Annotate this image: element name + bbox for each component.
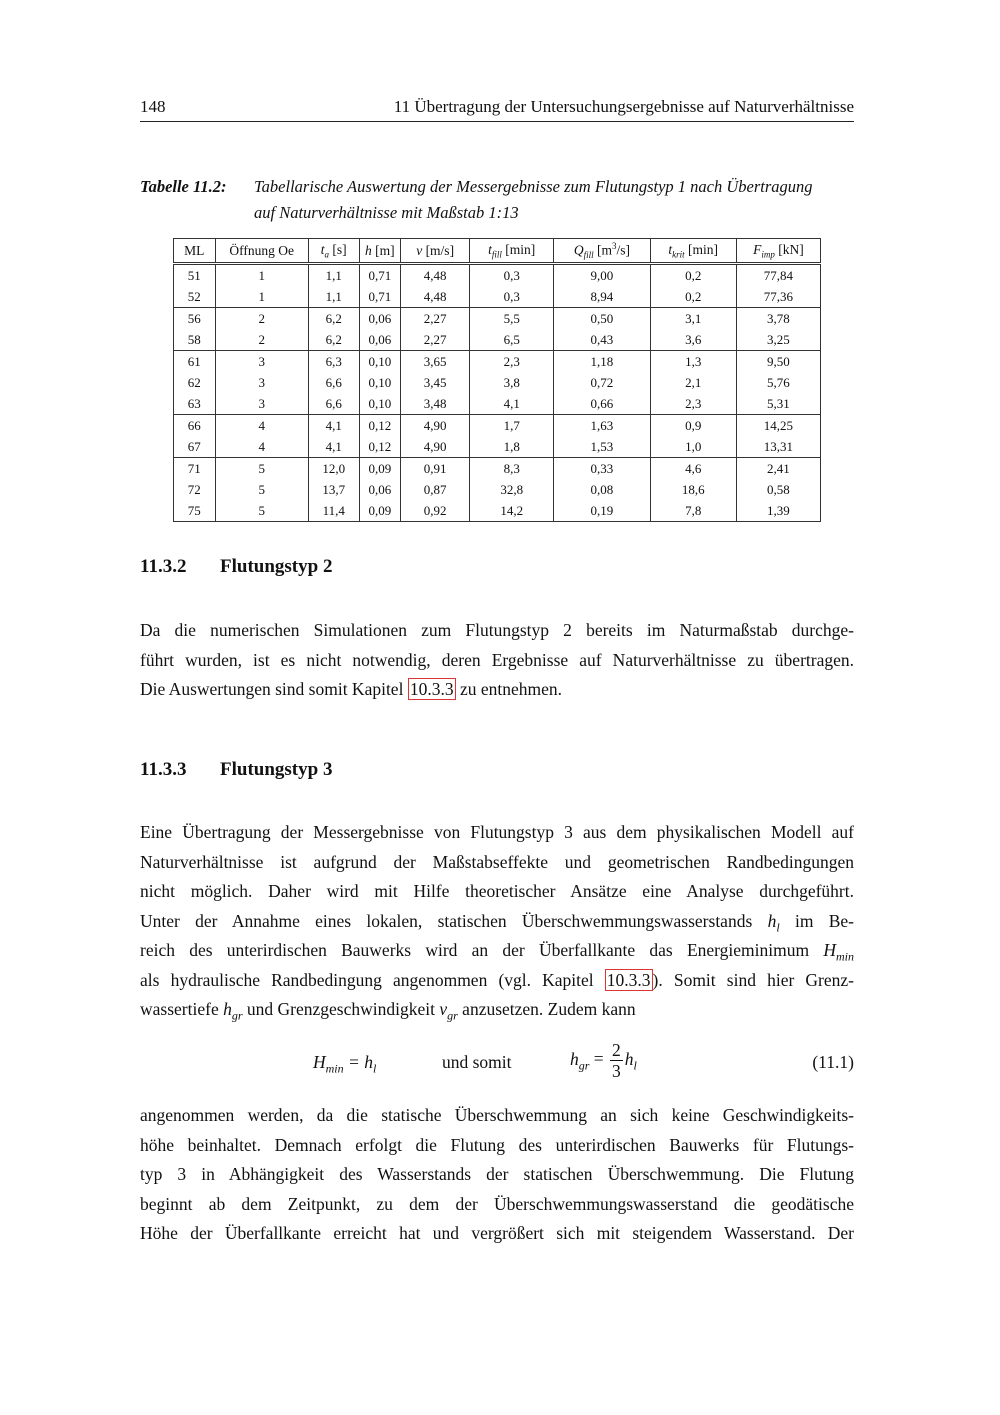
section-title: Flutungstyp 3 [220,759,333,780]
table-cell: 0,43 [554,329,650,351]
table-cell: 8,3 [470,458,554,480]
table-cell: 5,5 [470,308,554,330]
table-cell: 62 [174,372,216,393]
table-cell: 2 [215,329,308,351]
table-cell: 0,71 [359,264,401,287]
table-cell: 4 [215,415,308,437]
chapter-reference-link[interactable]: 10.3.3 [606,969,651,990]
table-cell: 2,41 [736,458,820,480]
table-cell: 1,63 [554,415,650,437]
table-cell: 1 [215,264,308,287]
table-cell: 58 [174,329,216,351]
table-cell: 11,4 [308,500,359,522]
equation-connector: und somit [442,1052,512,1072]
table-cell: 1,0 [650,436,736,458]
table-cell: 0,3 [470,286,554,308]
table-cell: 9,50 [736,351,820,373]
table-cell: 4,1 [308,415,359,437]
running-chapter-title: 11 Übertragung der Untersuchungsergebnisse auf Naturverhältnisse [393,97,854,116]
caption-line-1: Tabellarische Auswertung der Messergebnisse zum Flutungstyp 1 nach Übertragung [254,177,813,196]
table-cell: 6,3 [308,351,359,373]
paragraph-flutungstyp-2 [140,616,854,705]
table-cell: 72 [174,479,216,500]
table-cell: 3,65 [401,351,470,373]
table-cell: 0,9 [650,415,736,437]
caption-label: Tabelle 11.2: [140,177,227,196]
table-cell: 3 [215,372,308,393]
table-cell: 1,8 [470,436,554,458]
text-line: nicht möglich. Daher wird mit Hilfe theoretischer Ansätze eine Analyse durchgeführt. [140,881,854,901]
table-cell: 0,06 [359,479,401,500]
table-cell: 3,45 [401,372,470,393]
caption-text [254,174,860,226]
table-cell: 0,92 [401,500,470,522]
table-cell: 0,09 [359,500,401,522]
table-cell: 1,1 [308,264,359,287]
equation-lhs: $H_{min} = h_l$ [313,1052,377,1076]
table-cell: 2,3 [470,351,554,373]
col-ml: ML [174,239,216,264]
table-cell: 0,91 [401,458,470,480]
table-cell: 3 [215,393,308,415]
table-cell: 56 [174,308,216,330]
table-row [174,479,821,500]
table-cell: 5 [215,500,308,522]
table-row [174,415,821,437]
text-line: Da die numerischen Simulationen zum Flutungstyp 2 bereits im Naturmaßstab durchge- [140,620,854,640]
table-row [174,351,821,373]
table-cell: 0,50 [554,308,650,330]
table-cell: 0,12 [359,415,401,437]
table-cell: 2 [215,308,308,330]
text-line: beginnt ab dem Zeitpunkt, zu dem der Überschwemmungswasserstand die geodätische [140,1193,854,1214]
table-cell: 13,7 [308,479,359,500]
table-cell: 5 [215,479,308,500]
col-h: h [m] [359,239,401,264]
table-cell: 4 [215,436,308,458]
table-cell: 13,31 [736,436,820,458]
table-cell: 61 [174,351,216,373]
section-number: 11.3.3 [140,759,187,780]
text-line: führt wurden, ist es nicht notwendig, deren Ergebnisse auf Naturverhältnisse zu übertragen. [140,649,854,670]
table-cell: 0,2 [650,264,736,287]
table-cell: 0,87 [401,479,470,500]
table-cell: 14,2 [470,500,554,522]
table-cell: 0,66 [554,393,650,415]
table-cell: 52 [174,286,216,308]
table-row [174,329,821,351]
section-number: 11.3.2 [140,556,187,577]
table-cell: 0,10 [359,372,401,393]
text-line: wassertiefe $h_{gr}$ und Grenzgeschwindigkeit $v_{gr}$ anzusetzen. Zudem kann [140,999,636,1023]
table-cell: 3 [215,351,308,373]
table-cell: 4,6 [650,458,736,480]
col-tkrit: $t_{krit}$ [min] [650,239,736,264]
table-cell: 18,6 [650,479,736,500]
table-cell: 2,3 [650,393,736,415]
text-line: höhe beinhaltet. Demnach erfolgt die Flutung des unterirdischen Bauwerks für Flutungs- [140,1134,854,1155]
table-cell: 77,84 [736,264,820,287]
table-cell: 0,71 [359,286,401,308]
table-cell: 4,90 [401,415,470,437]
table-cell: 1 [215,286,308,308]
table-cell: 0,12 [359,436,401,458]
table-cell: 14,25 [736,415,820,437]
equation-number: (11.1) [812,1052,854,1072]
table-cell: 3,6 [650,329,736,351]
table-cell: 0,72 [554,372,650,393]
table-cell: 1,7 [470,415,554,437]
chapter-reference-link[interactable]: 10.3.3 [409,679,454,699]
equation-rhs: $h_{gr}$ = $\frac{2}{3}$ $h_l$ [570,1040,637,1081]
table-cell: 0,06 [359,308,401,330]
table-cell: 0,06 [359,329,401,351]
table-cell: 6,2 [308,308,359,330]
table-row [174,308,821,330]
text-line: Höhe der Überfallkante erreicht hat und vergrößert sich mit steigendem Wasserstand. Der [140,1223,854,1243]
fraction: $\frac{2}{3}$ [612,1040,621,1081]
table-row [174,500,821,522]
table-cell: 3,78 [736,308,820,330]
col-oeffnung: Öffnung Oe [215,239,308,264]
page-header [140,97,854,122]
table-cell: 0,3 [470,264,554,287]
table-cell: 2,27 [401,308,470,330]
table-cell: 1,39 [736,500,820,522]
text-line: Eine Übertragung der Messergebnisse von Flutungstyp 3 aus dem physikalischen Modell auf [140,822,854,842]
table-row [174,264,821,287]
table-cell: 7,8 [650,500,736,522]
table-cell: 1,1 [308,286,359,308]
table-cell: 8,94 [554,286,650,308]
table-cell: 1,18 [554,351,650,373]
text-line: Unter der Annahme eines lokalen, statischen Überschwemmungswasserstands $h_l$ im Be- [140,910,854,934]
table-cell: 0,10 [359,393,401,415]
table-cell: 67 [174,436,216,458]
table-cell: 1,3 [650,351,736,373]
table-row [174,372,821,393]
table-cell: 2,27 [401,329,470,351]
table-cell: 66 [174,415,216,437]
table-row [174,458,821,480]
table-cell: 3,48 [401,393,470,415]
table-cell: 0,2 [650,286,736,308]
text-line: angenommen werden, da die statische Überschwemmung an sich keine Geschwindigkeits- [140,1105,854,1125]
table-cell: 4,90 [401,436,470,458]
paragraph-flutungstyp-3 [140,818,854,1025]
text-line: Naturverhältnisse ist aufgrund der Maßstabseffekte und geometrischen Randbedingungen [140,851,854,872]
table-cell: 75 [174,500,216,522]
table-cell: 51 [174,264,216,287]
caption-line-2: auf Naturverhältnisse mit Maßstab 1:13 [254,203,519,222]
table-cell: 3,8 [470,372,554,393]
col-fimp: $F_{imp}$ [kN] [736,239,820,264]
table-cell: 5,76 [736,372,820,393]
page-number: 148 [140,97,166,116]
table-cell: 4,1 [470,393,554,415]
table-cell: 77,36 [736,286,820,308]
equation-11-1 [140,1040,854,1088]
table-cell: 6,5 [470,329,554,351]
paragraph-continued [140,1101,854,1249]
table-cell: 0,58 [736,479,820,500]
text-line: als hydraulische Randbedingung angenommen (vgl. Kapitel 10.3.3 ). Somit sind hier Grenz- [140,969,854,990]
table-cell: 4,48 [401,264,470,287]
table-row [174,436,821,458]
col-qfill: $Q_{fill}$ $[m^3/s]$ [554,239,650,264]
section-title: Flutungstyp 2 [220,556,333,577]
table-cell: 5 [215,458,308,480]
table-cell: 0,19 [554,500,650,522]
table-cell: 2,1 [650,372,736,393]
text-line: Die Auswertungen sind somit Kapitel 10.3.3 zu entnehmen. [140,679,562,699]
table-cell: 0,33 [554,458,650,480]
table-row [174,393,821,415]
table-cell: 0,10 [359,351,401,373]
table-cell: 1,53 [554,436,650,458]
results-table [173,238,821,522]
table-cell: 4,1 [308,436,359,458]
col-ta: $t_a$ [s] [308,239,359,264]
col-tfill: $t_{fill}$ [min] [470,239,554,264]
table-cell: 6,6 [308,393,359,415]
table-cell: 32,8 [470,479,554,500]
col-v: v [m/s] [401,239,470,264]
table-cell: 3,1 [650,308,736,330]
table-cell: 71 [174,458,216,480]
table-header-row [174,239,821,264]
table-cell: 6,6 [308,372,359,393]
table-cell: 0,08 [554,479,650,500]
table-cell: 4,48 [401,286,470,308]
table-cell: 5,31 [736,393,820,415]
table-cell: 3,25 [736,329,820,351]
table-cell: 0,09 [359,458,401,480]
text-line: reich des unterirdischen Bauwerks wird an der Überfallkante das Energieminimum $H_{min}$ [140,940,854,964]
table-cell: 12,0 [308,458,359,480]
text-line: typ 3 in Abhängigkeit des Wasserstands der statischen Überschwemmung. Die Flutung [140,1164,854,1184]
table-cell: 9,00 [554,264,650,287]
table-row [174,286,821,308]
table-cell: 63 [174,393,216,415]
table-cell: 6,2 [308,329,359,351]
